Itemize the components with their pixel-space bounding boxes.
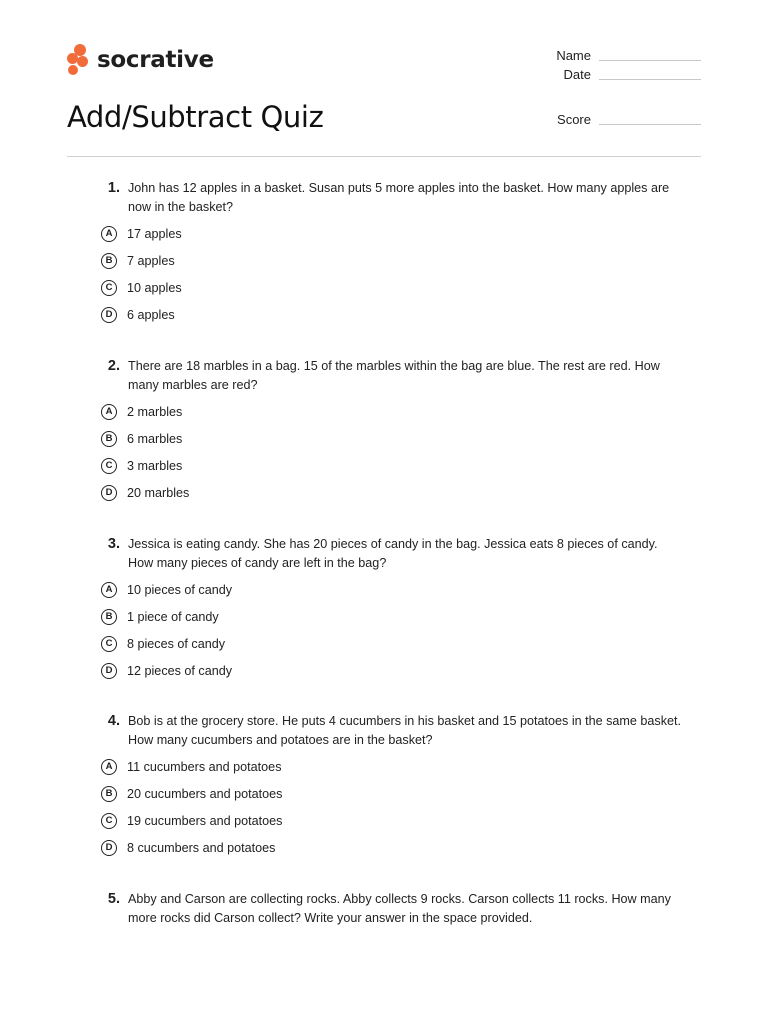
answer-options <box>94 398 694 506</box>
option-letter-circle[interactable]: B <box>101 609 117 625</box>
question-text: Abby and Carson are collecting rocks. Abby collects 9 rocks. Carson collects 11 rocks. How many more rocks did Carson collect? Write your answer in the space provided. <box>128 892 671 925</box>
option-letter-circle[interactable]: B <box>101 786 117 802</box>
score-line[interactable] <box>599 123 701 125</box>
option-letter-circle[interactable]: D <box>101 840 117 856</box>
option-text: 3 marbles <box>127 458 183 473</box>
question-text: Bob is at the grocery store. He puts 4 cucumbers in his basket and 15 potatoes in the same basket. How many cucumbers and potatoes are in the basket? <box>128 714 682 747</box>
option-text: 20 marbles <box>127 485 190 500</box>
question-4 <box>94 712 694 861</box>
question-number: 4. <box>107 713 120 729</box>
option-letter-circle[interactable]: B <box>101 253 117 269</box>
option-b[interactable] <box>101 603 694 630</box>
option-text: 10 apples <box>127 280 182 295</box>
question-number: 2. <box>107 358 120 374</box>
question-text: John has 12 apples in a basket. Susan puts 5 more apples into the basket. How many apples are now in the basket? <box>128 181 670 214</box>
option-c[interactable] <box>101 630 694 657</box>
score-label: Score <box>557 112 591 127</box>
option-d[interactable] <box>101 657 694 684</box>
option-letter-circle[interactable]: C <box>101 813 117 829</box>
option-letter-circle[interactable]: A <box>101 226 117 242</box>
question-text: There are 18 marbles in a bag. 15 of the marbles within the bag are blue. The rest are red. How many marbles are red? <box>128 359 660 392</box>
option-text: 12 pieces of candy <box>127 663 233 678</box>
question-number: 1. <box>107 180 120 196</box>
option-d[interactable] <box>101 301 694 328</box>
option-d[interactable] <box>101 834 694 861</box>
question-2 <box>94 357 694 506</box>
socrative-logo <box>67 44 214 76</box>
logo-dot <box>68 65 78 75</box>
option-letter-circle[interactable]: C <box>101 458 117 474</box>
option-letter-circle[interactable]: D <box>101 485 117 501</box>
score-field[interactable] <box>503 112 701 127</box>
option-text: 19 cucumbers and potatoes <box>127 813 283 828</box>
option-a[interactable] <box>101 220 694 247</box>
date-line[interactable] <box>599 78 701 80</box>
option-text: 17 apples <box>127 226 182 241</box>
option-text: 8 pieces of candy <box>127 636 226 651</box>
option-letter-circle[interactable]: A <box>101 404 117 420</box>
option-letter-circle[interactable]: D <box>101 663 117 679</box>
answer-options <box>94 220 694 328</box>
option-text: 2 marbles <box>127 404 183 419</box>
option-letter-circle[interactable]: A <box>101 759 117 775</box>
option-text: 7 apples <box>127 253 175 268</box>
logo-mark-icon <box>67 44 91 76</box>
option-text: 6 marbles <box>127 431 183 446</box>
option-b[interactable] <box>101 425 694 452</box>
option-b[interactable] <box>101 780 694 807</box>
question-5 <box>94 890 694 927</box>
option-text: 11 cucumbers and potatoes <box>127 759 282 774</box>
option-letter-circle[interactable]: D <box>101 307 117 323</box>
option-d[interactable] <box>101 479 694 506</box>
question-text: Jessica is eating candy. She has 20 pieces of candy in the bag. Jessica eats 8 pieces of candy. How many pieces of candy are left in the bag? <box>128 537 658 570</box>
logo-text: socrative <box>97 47 214 73</box>
option-c[interactable] <box>101 452 694 479</box>
option-b[interactable] <box>101 247 694 274</box>
question-1 <box>94 179 694 328</box>
option-text: 1 piece of candy <box>127 609 219 624</box>
option-text: 20 cucumbers and potatoes <box>127 786 283 801</box>
name-line[interactable] <box>599 59 701 61</box>
page-title: Add/Subtract Quiz <box>67 100 324 134</box>
option-letter-circle[interactable]: C <box>101 280 117 296</box>
option-text: 6 apples <box>127 307 175 322</box>
name-field[interactable] <box>503 48 701 63</box>
option-text: 10 pieces of candy <box>127 582 233 597</box>
date-field[interactable] <box>503 67 701 82</box>
question-number: 3. <box>107 536 120 552</box>
answer-options <box>94 576 694 684</box>
option-letter-circle[interactable]: B <box>101 431 117 447</box>
option-a[interactable] <box>101 576 694 603</box>
option-text: 8 cucumbers and potatoes <box>127 840 276 855</box>
option-a[interactable] <box>101 398 694 425</box>
option-c[interactable] <box>101 807 694 834</box>
answer-options <box>94 753 694 861</box>
question-number: 5. <box>107 891 120 907</box>
name-label: Name <box>556 48 591 63</box>
date-label: Date <box>563 67 591 82</box>
option-a[interactable] <box>101 753 694 780</box>
logo-dot <box>77 56 88 67</box>
header-divider <box>67 156 701 157</box>
option-c[interactable] <box>101 274 694 301</box>
option-letter-circle[interactable]: C <box>101 636 117 652</box>
option-letter-circle[interactable]: A <box>101 582 117 598</box>
question-3 <box>94 535 694 684</box>
